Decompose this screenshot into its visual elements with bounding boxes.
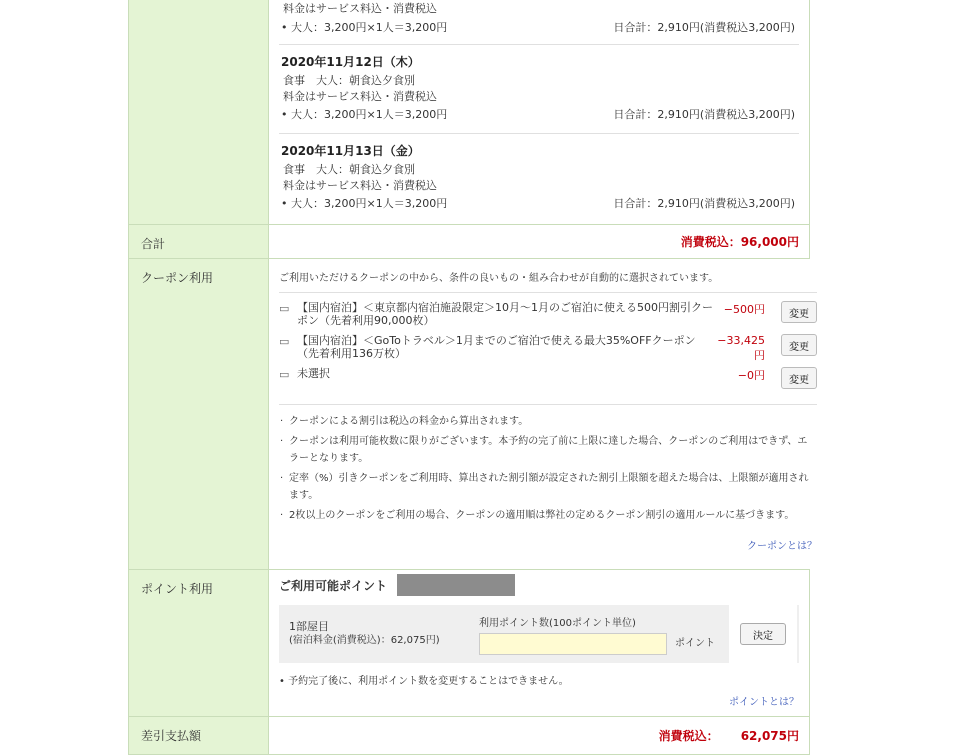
day-fee-note: 料金はサービス料込・消費税込 xyxy=(283,2,437,15)
points-row xyxy=(129,570,809,717)
day-total: 日合計：2,910円(消費税込3,200円) xyxy=(613,108,795,121)
points-content xyxy=(269,570,809,716)
coupon-amount: −500円 xyxy=(723,303,765,316)
coupon-change-button[interactable]: 変更 xyxy=(781,334,817,356)
total-row xyxy=(129,225,809,259)
coupon-row xyxy=(129,259,817,570)
day-bottom-line xyxy=(281,19,797,37)
coupon-note: · 定率（%）引きクーポンをご利用時、算出された割引額が設定された割引上限額を超えた場合は、上限額が適用されます。 xyxy=(279,470,817,504)
coupon-note: · クーポンは利用可能枚数に限りがございます。本予約の完了前に上限に達した場合、クーポンのご利用はできず、エラーとなります。 xyxy=(279,433,817,467)
balance-label: 差引支払額 xyxy=(129,717,269,754)
coupon-text: 【国内宿泊】＜GoToトラベル＞1月までのご宿泊で使える最大35%OFFクーポン（先着利用136万枚） xyxy=(297,334,696,360)
coupon-item xyxy=(279,367,817,400)
day-total: 日合計：2,910円(消費税込3,200円) xyxy=(613,21,795,34)
points-input-group xyxy=(479,614,669,655)
day-block xyxy=(279,134,799,219)
points-redacted-value xyxy=(397,574,515,596)
points-entry-box xyxy=(279,605,799,663)
day-bottom-line xyxy=(281,106,797,124)
day-adult-price: • 大人：3,200円×1人＝3,200円 xyxy=(281,106,447,124)
balance-prefix: 消費税込： xyxy=(658,729,719,743)
day-bottom-line xyxy=(281,195,797,213)
day-date: 2020年11月13日（金） xyxy=(281,144,420,158)
day-adult-price: • 大人：3,200円×1人＝3,200円 xyxy=(281,195,447,213)
total-value: 消費税込：96,000円 xyxy=(680,235,799,249)
points-help-link[interactable]: ポイントとは？ xyxy=(729,697,799,708)
balance-row xyxy=(129,717,809,755)
coupon-amount: −33,425円 xyxy=(717,334,765,362)
coupon-amount: −0円 xyxy=(737,369,765,382)
coupon-label: クーポン利用 xyxy=(129,259,269,569)
room-fee: (宿泊料金(消費税込)：62,075円) xyxy=(289,635,440,646)
available-points-title: ご利用可能ポイント xyxy=(279,578,388,593)
points-input[interactable] xyxy=(479,633,667,655)
day-fee-note: 料金はサービス料込・消費税込 xyxy=(283,90,437,103)
coupon-intro: ご利用いただけるクーポンの中から、条件の良いもの・組み合わせが自動的に選択されています。 xyxy=(279,259,817,293)
points-unit: ポイント xyxy=(675,637,715,649)
room-info xyxy=(279,620,479,648)
total-label: 合計 xyxy=(129,225,269,258)
total-content xyxy=(269,225,809,258)
day-date: 2020年11月12日（木） xyxy=(281,55,420,69)
day-fee-note: 料金はサービス料込・消費税込 xyxy=(283,179,437,192)
available-points-header xyxy=(279,570,799,596)
day-block xyxy=(279,45,799,134)
balance-content xyxy=(269,717,809,754)
coupon-item xyxy=(279,301,817,334)
points-input-label: 利用ポイント数(100ポイント単位) xyxy=(479,617,636,629)
day-block-partial xyxy=(279,0,799,45)
balance-value: 62,075円 xyxy=(740,729,799,743)
coupon-notes xyxy=(279,405,817,533)
coupon-help-link[interactable]: クーポンとは？ xyxy=(747,541,817,552)
reservation-table xyxy=(128,0,817,755)
coupon-text: 【国内宿泊】＜東京都内宿泊施設限定＞10月～1月のご宿泊に使える500円割引クーポン（先着利用90,000枚） xyxy=(297,301,713,327)
coupon-list xyxy=(279,293,817,405)
day-meal: 食事 大人：朝食込夕食別 xyxy=(283,163,415,176)
points-label: ポイント利用 xyxy=(129,570,269,716)
coupon-ticket-icon: ▭ xyxy=(279,302,290,315)
coupon-note: · クーポンによる割引は税込の料金から算出されます。 xyxy=(279,413,817,430)
coupon-item xyxy=(279,334,817,367)
points-note: • 予約完了後に、利用ポイント数を変更することはできません。 xyxy=(279,663,799,691)
coupon-note: · 2枚以上のクーポンをご利用の場合、クーポンの適用順は弊社の定めるクーポン割引の適用ルールに基づきます。 xyxy=(279,507,817,524)
coupon-ticket-icon: ▭ xyxy=(279,368,290,381)
daily-breakdown-content xyxy=(269,0,809,224)
room-number: 1部屋目 xyxy=(289,620,329,633)
daily-breakdown-row xyxy=(129,0,809,225)
coupon-content xyxy=(269,259,827,569)
day-meal: 食事 大人：朝食込夕食別 xyxy=(283,74,415,87)
points-button-cell xyxy=(729,605,797,663)
day-adult-price: • 大人：3,200円×1人＝3,200円 xyxy=(281,19,447,37)
coupon-ticket-icon: ▭ xyxy=(279,335,290,348)
daily-breakdown-label-cell xyxy=(129,0,269,224)
apply-points-button[interactable]: 決定 xyxy=(740,623,786,645)
coupon-text: 未選択 xyxy=(297,367,330,380)
coupon-change-button[interactable]: 変更 xyxy=(781,367,817,389)
coupon-change-button[interactable]: 変更 xyxy=(781,301,817,323)
day-total: 日合計：2,910円(消費税込3,200円) xyxy=(613,197,795,210)
